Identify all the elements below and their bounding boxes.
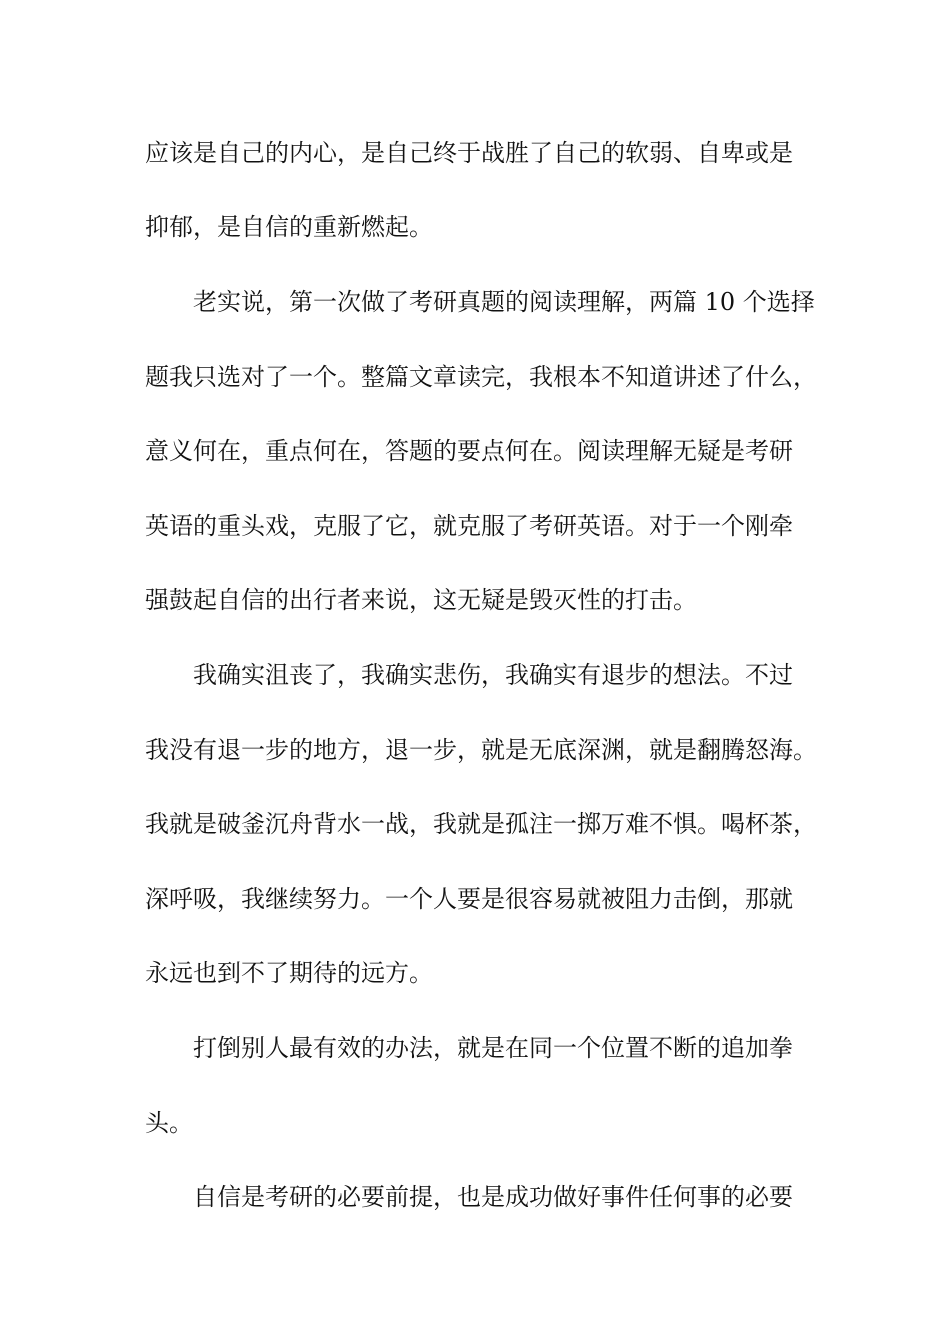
text-line-1: 应该是自己的内心，是自己终于战胜了自己的软弱、自卑或是 xyxy=(145,139,793,167)
text-line-5: 意义何在，重点何在，答题的要点何在。阅读理解无疑是考研 xyxy=(145,437,793,465)
text-line-4: 题我只选对了一个。整篇文章读完，我根本不知道讲述了什么， xyxy=(145,363,817,391)
text-line-6: 英语的重头戏，克服了它，就克服了考研英语。对于一个刚牵 xyxy=(145,512,793,540)
text-line-15: 自信是考研的必要前提，也是成功做好事件任何事的必要 xyxy=(193,1183,793,1211)
text-line-9: 我没有退一步的地方，退一步，就是无底深渊，就是翻腾怒海。 xyxy=(145,736,817,764)
text-line-8: 我确实沮丧了，我确实悲伤，我确实有退步的想法。不过 xyxy=(193,661,793,689)
text-line-7: 强鼓起自信的出行者来说，这无疑是毁灭性的打击。 xyxy=(145,586,697,614)
text-line-10: 我就是破釜沉舟背水一战，我就是孤注一掷万难不惧。喝杯茶， xyxy=(145,810,817,838)
text-line-2: 抑郁，是自信的重新燃起。 xyxy=(145,213,433,241)
text-line-13: 打倒别人最有效的办法，就是在同一个位置不断的追加拳 xyxy=(193,1034,793,1062)
text-line-11: 深呼吸，我继续努力。一个人要是很容易就被阻力击倒，那就 xyxy=(145,885,793,913)
text-line-3: 老实说，第一次做了考研真题的阅读理解，两篇 10 个选择 xyxy=(193,288,815,316)
text-line-14: 头。 xyxy=(145,1109,193,1137)
text-line-12: 永远也到不了期待的远方。 xyxy=(145,959,433,987)
